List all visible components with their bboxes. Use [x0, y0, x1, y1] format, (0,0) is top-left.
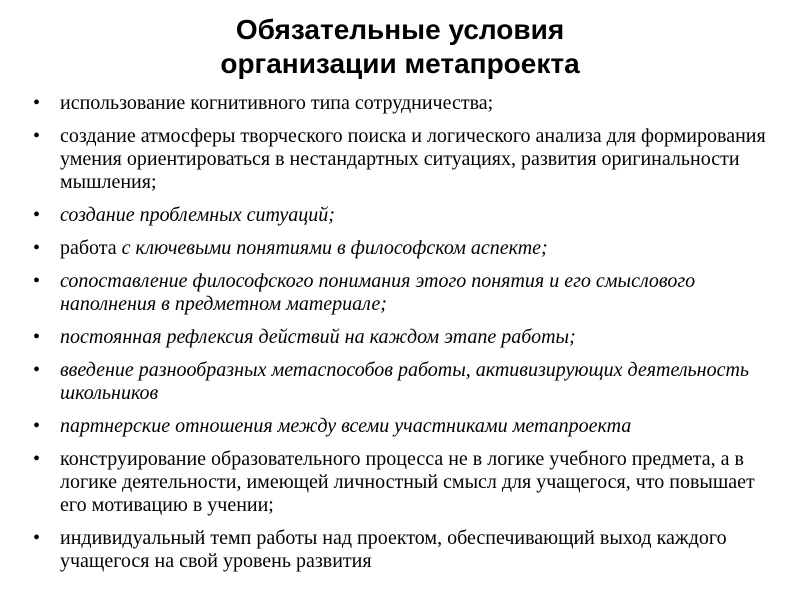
bullet-item-1: [0, 92, 800, 115]
bullet-text-9: конструирование образовательного процесса не в логике учебного предмета, а в логике деятельности, имеющей личностный смысл для учащегося, что повышает его мотивацию в учении;: [60, 448, 755, 516]
slide-title-line-1: Обязательные условия: [235, 14, 565, 45]
bullet-dot-icon: •: [33, 415, 41, 437]
bullet-item-5: [0, 270, 800, 316]
bullet-dot-icon: •: [33, 270, 41, 292]
bullet-item-2: [0, 125, 800, 194]
bullet-dot-icon: •: [33, 527, 41, 549]
bullet-text-6: постоянная рефлексия действий на каждом этапе работы;: [60, 326, 576, 348]
bullet-dot-icon: •: [33, 237, 41, 259]
bullet-item-3: [0, 204, 800, 227]
bullet-dot-icon: •: [33, 125, 41, 147]
bullet-text-8: партнерские отношения между всеми участниками метапроекта: [60, 415, 632, 437]
bullet-text-4: с ключевыми понятиями в философском аспекте;: [121, 237, 548, 259]
bullet-dot-icon: •: [33, 326, 41, 348]
slide-title-line-2: организации метапроекта: [220, 48, 580, 79]
bullet-item-6: [0, 326, 800, 349]
bullet-dot-icon: •: [33, 359, 41, 381]
bullet-lead-4: работа: [60, 237, 122, 259]
slide-title: [0, 13, 800, 81]
bullet-text-5: сопоставление философского понимания этого понятия и его смыслового наполнения в предметном материале;: [60, 270, 696, 315]
bullet-text-2: создание атмосферы творческого поиска и логического анализа для формирования умения ориентироваться в нестандартных ситуациях, развития оригинальности мышления;: [60, 125, 766, 193]
bullet-dot-icon: •: [33, 92, 41, 114]
bullet-text-10: индивидуальный темп работы над проектом, обеспечивающий выход каждого учащегося на свой уровень развития: [60, 527, 727, 572]
bullet-dot-icon: •: [33, 204, 41, 226]
bullet-item-4: [0, 237, 800, 260]
bullet-item-8: [0, 415, 800, 438]
bullet-dot-icon: •: [33, 448, 41, 470]
bullet-text-3: создание проблемных ситуаций;: [60, 204, 335, 226]
bullet-text-1: использование когнитивного типа сотрудничества;: [60, 92, 494, 114]
bullet-item-10: [0, 527, 800, 573]
bullet-item-9: [0, 448, 800, 517]
bullet-list: [0, 92, 800, 583]
bullet-item-7: [0, 359, 800, 405]
bullet-text-7: введение разнообразных метаспособов работы, активизирующих деятельность школьников: [60, 359, 749, 404]
